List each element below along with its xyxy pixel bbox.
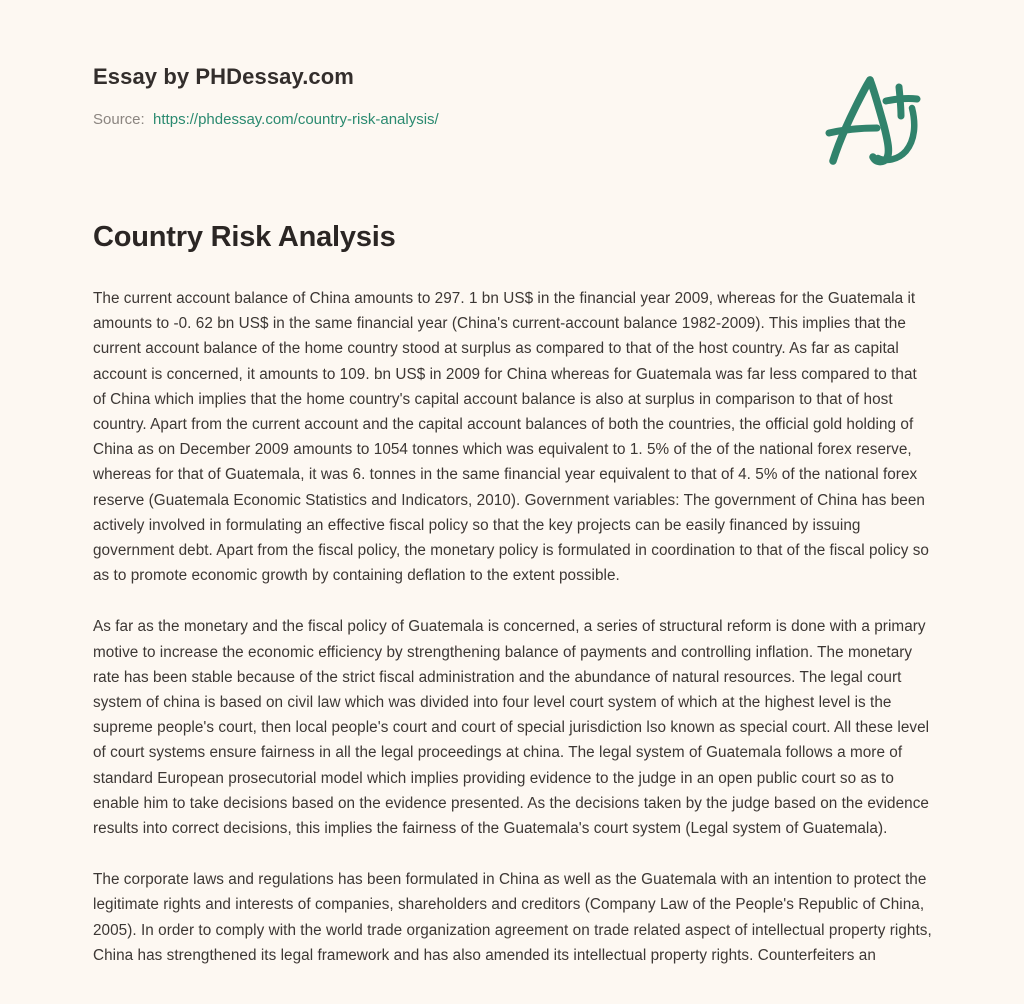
paragraph: As far as the monetary and the fiscal policy of Guatemala is concerned, a series of structural reform is done with a primary motive to increase the economic efficiency by strengthening balance of payments and controlling inflation. The monetary rate has been stable because of the strict fiscal administration and the abundance of natural resources. The legal court system of china is based on civil law which was divided into four level court system of which at the highest level is the supreme people's court, then local people's court and court of special jurisdiction lso known as special court. All these level of court systems ensure fairness in all the legal proceedings at china. The legal system of Guatemala follows a more of standard European prosecutorial model which implies providing evidence to the judge in an open public court so as to enable him to take decisions based on the evidence presented. As the decisions taken by the judge based on the evidence results into correct decisions, this implies the fairness of the Guatemala's court system (Legal system of Guatemala). [93,618,930,838]
phdessay-aplus-logo [816,68,936,168]
page-title: Country Risk Analysis [93,221,396,253]
source-url-link[interactable]: https://phdessay.com/country-risk-analysis/ [153,111,439,128]
paragraph: The corporate laws and regulations has been formulated in China as well as the Guatemala with an intention to protect the legitimate rights and interests of companies, shareholders and creditors (Company Law of the People's Republic of China, 2005). In order to comply with the world trade organization agreement on trade related aspect of intellectual property rights, China has strengthened its legal framework and has also amended its intellectual property rights. Counterfeiters an [93,871,932,964]
source-label: Source: [93,111,145,128]
source-line [93,109,931,131]
aplus-icon [816,68,936,168]
paragraph: The current account balance of China amounts to 297. 1 bn US$ in the financial year 2009, whereas for the Guatemala it amounts to -0. 62 bn US$ in the same financial year (China's current-account balance 1982-2009). This implies that the current account balance of the home country stood at surplus as compared to that of the host country. As far as capital account is concerned, it amounts to 109. bn US$ in 2009 for China whereas for Guatemala was far less compared to that of China which implies that the home country's capital account balance is also at surplus in comparison to that of host country. Apart from the current account and the capital account balances of both the countries, the official gold holding of China as on December 2009 amounts to 1054 tonnes which was equivalent to 1. 5% of the of the national forex reserve, whereas for that of Guatemala, it was 6. tonnes in the same financial year equivalent to that of 4. 5% of the national forex reserve (Guatemala Economic Statistics and Indicators, 2010). Government variables: The government of China has been actively involved in formulating an effective fiscal policy so that the key projects can be easily financed by issuing government debt. Apart from the fiscal policy, the monetary policy is formulated in coordination to that of the fiscal policy so as to promote economic growth by containing deflation to the extent possible. [93,290,929,585]
page-header [93,62,931,172]
essay-body [93,286,933,1004]
brand-title: Essay by PHDessay.com [93,64,354,89]
